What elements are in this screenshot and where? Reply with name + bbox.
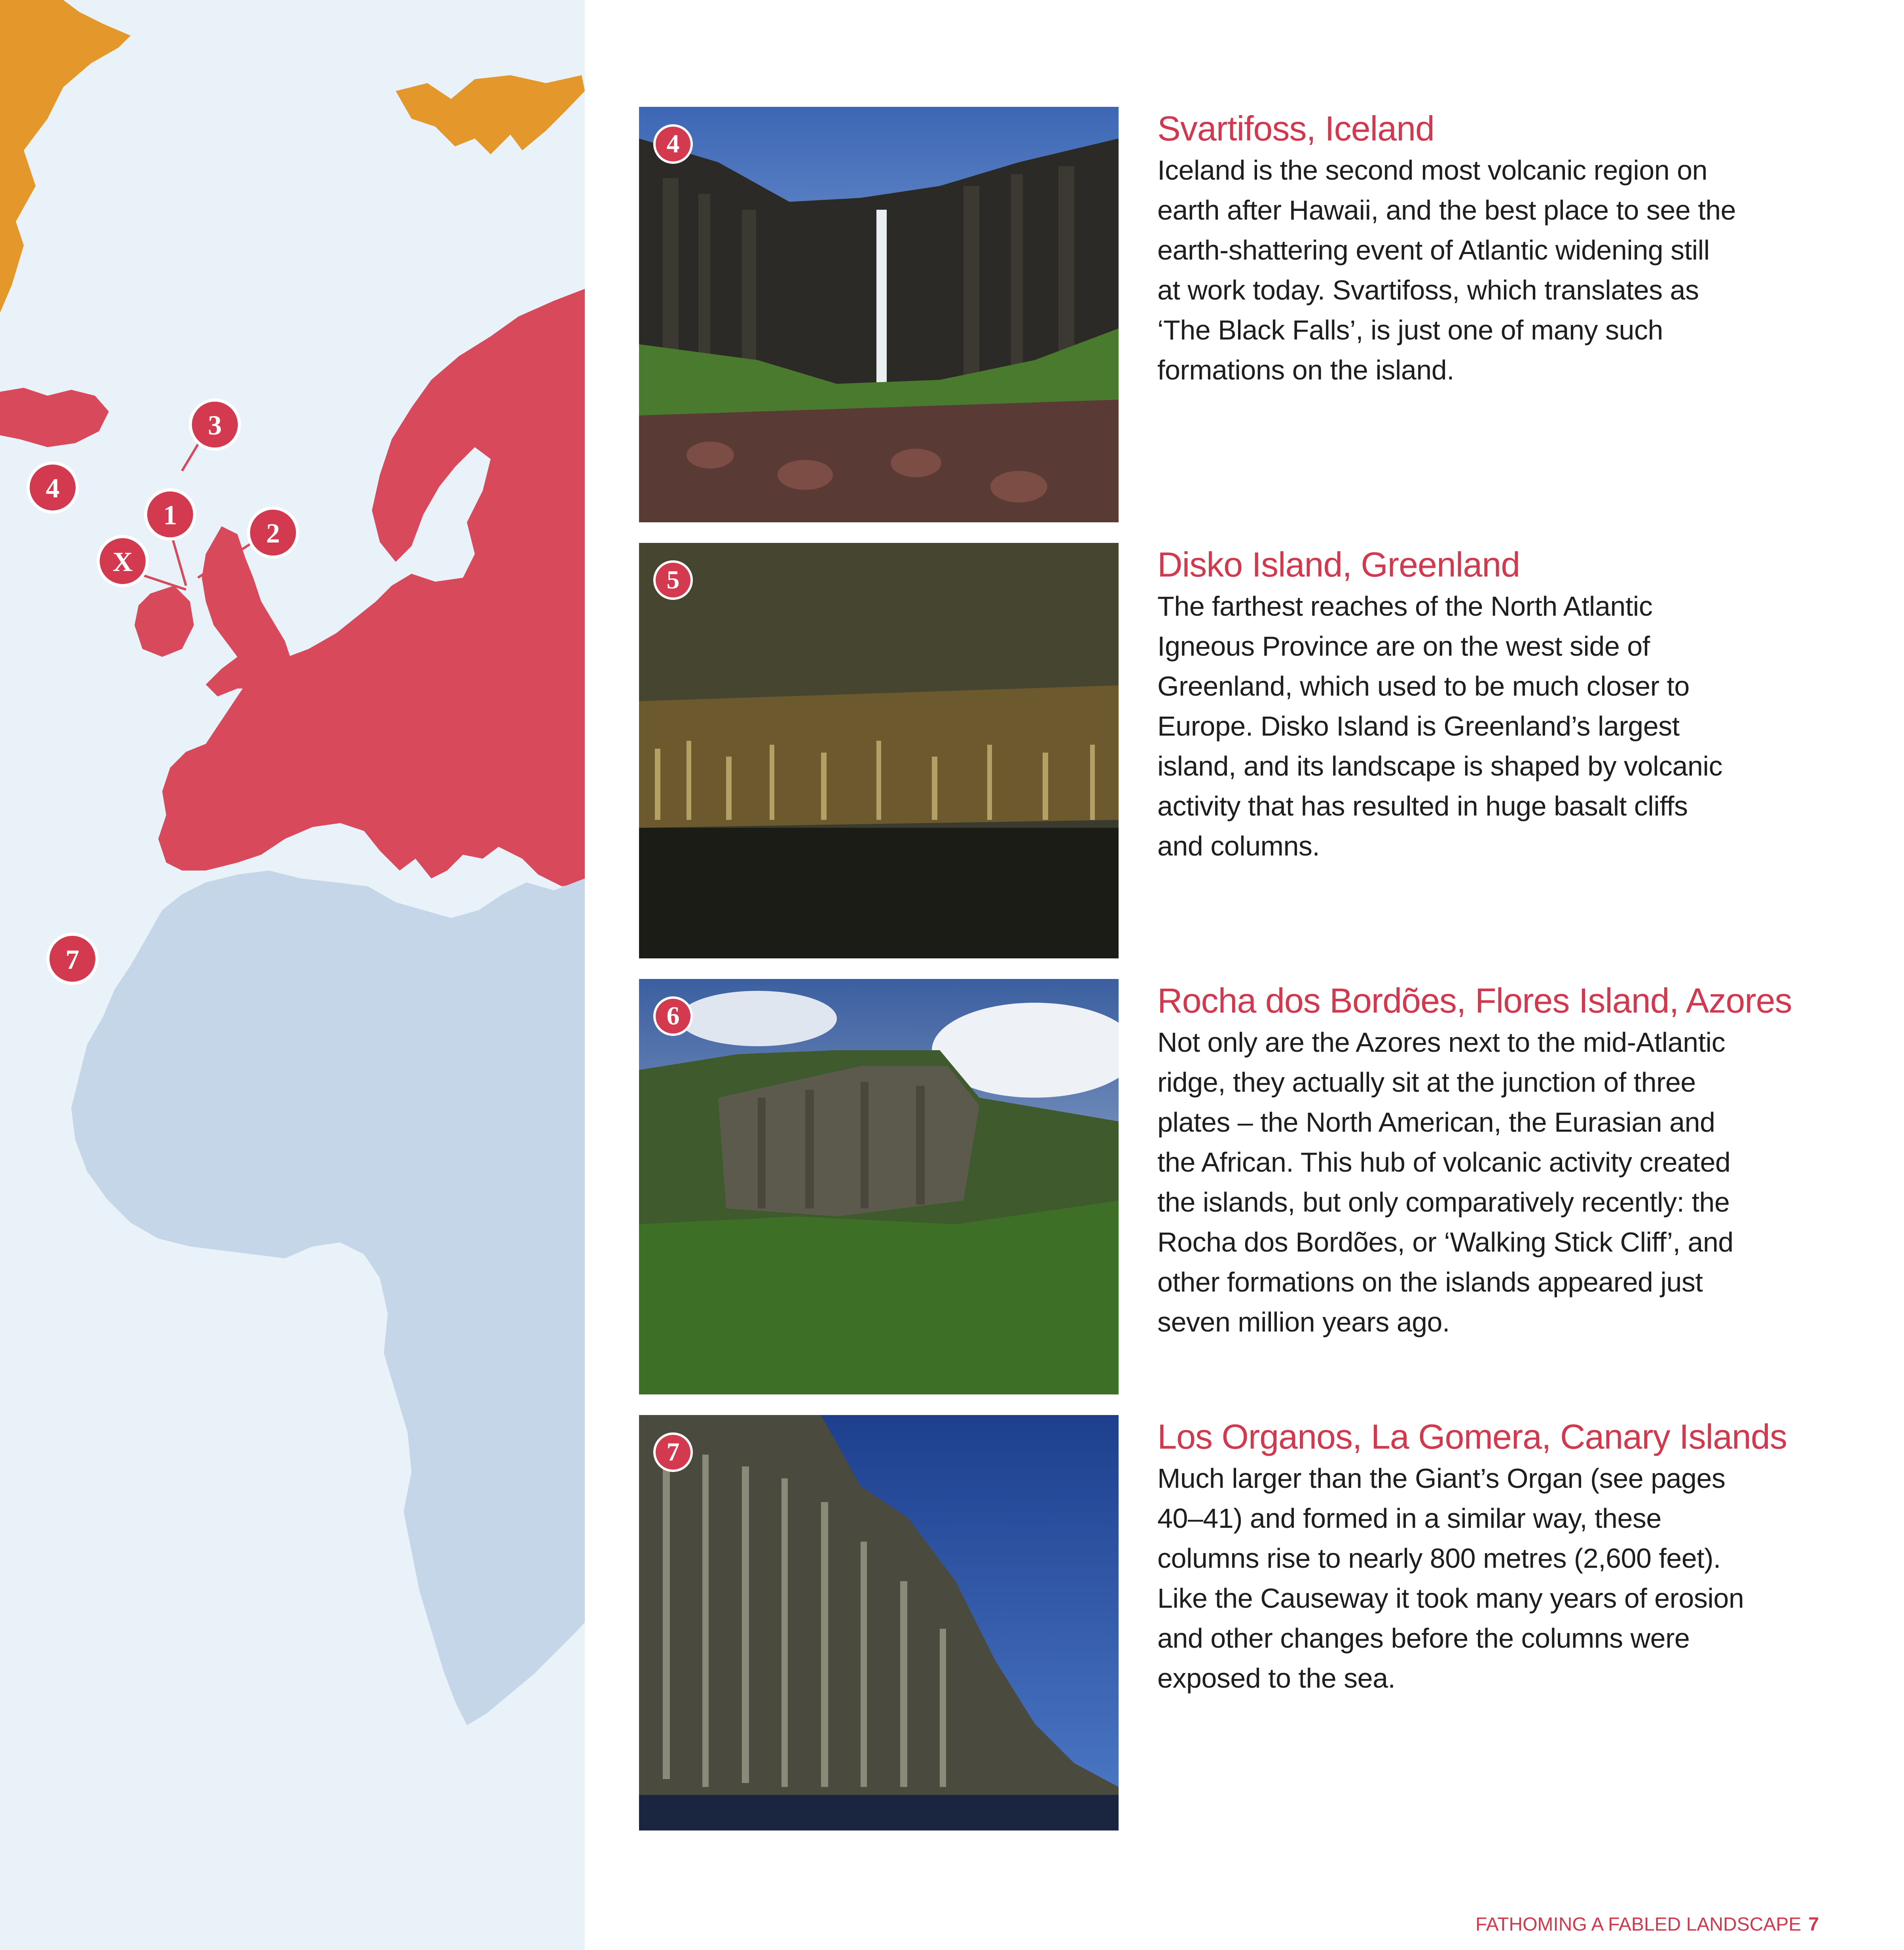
page-footer [1475,1914,1819,1935]
entry-text [1157,1415,1830,1698]
entry-text [1157,543,1830,866]
svg-text:7: 7 [65,945,80,975]
svalbard-landmass [396,75,585,154]
entry-title: Svartifoss, Iceland [1157,109,1434,148]
entry-los-organos [639,1415,1830,1830]
photo-number-badge: 4 [653,124,693,164]
photo-number-badge: 6 [653,996,693,1036]
entry-svartifoss [639,107,1830,522]
entry-text [1157,979,1830,1342]
map-marker-4[interactable] [28,463,77,512]
entry-title: Rocha dos Bordões, Flores Island, Azores [1157,981,1792,1020]
entry-disko-island [639,543,1830,958]
map-marker-2[interactable] [248,508,298,557]
photo-disko-island [639,543,1119,958]
map-graphic [0,0,585,1950]
entry-rocha-dos-bordoes [639,979,1830,1394]
photo-rocha-dos-bordoes [639,979,1119,1394]
entry-body: Iceland is the second most volcanic region on earth after Hawaii, and the best place to see the earth-shattering event of Atlantic widening still at work today. Svartifoss, which translates as ‘The Black Falls’, is just one of many such formations on the island. [1157,155,1736,385]
ireland-landmass [135,586,194,657]
iceland-landmass [0,388,109,447]
africa-landmass [71,871,585,1725]
photo-number-badge: 5 [653,560,693,600]
entry-title: Disko Island, Greenland [1157,545,1520,584]
svg-text:3: 3 [208,410,222,441]
map-marker-x[interactable] [98,537,147,586]
photo-svartifoss [639,107,1119,522]
footer-page-number: 7 [1808,1914,1819,1935]
entry-title: Los Organos, La Gomera, Canary Islands [1157,1417,1787,1456]
entry-body: Not only are the Azores next to the mid-Atlantic ridge, they actually sit at the junction of three plates – the North American, the Eurasian and the African. This hub of volcanic activity created the islands, but only comparatively recently: the Rocha dos Bordões, or ‘Walking Stick Cliff’, and other formations on the islands appeared just seven million years ago. [1157,1027,1733,1337]
map-marker-7[interactable] [48,934,97,983]
svg-text:1: 1 [163,500,177,531]
entry-body: The farthest reaches of the North Atlantic Igneous Province are on the west side of Greenland, which used to be much closer to Europe. Disko Island is Greenland’s largest island, and its landscape is shaped by volcanic activity that has resulted in huge basalt cliffs and columns. [1157,591,1722,861]
svg-text:X: X [112,547,133,577]
svg-text:2: 2 [266,518,280,549]
europe-africa-map [0,0,585,1950]
entry-body: Much larger than the Giant’s Organ (see pages 40–41) and formed in a similar way, these columns rise to nearly 800 metres (2,600 feet). Like the Causeway it took many years of erosion and other changes before the columns were exposed to the sea. [1157,1463,1744,1694]
svg-text:4: 4 [46,473,60,504]
photo-number-badge: 7 [653,1432,693,1472]
entry-text [1157,107,1830,390]
map-marker-1[interactable] [146,490,195,539]
photo-los-organos [639,1415,1119,1830]
map-marker-3[interactable] [190,400,239,449]
footer-section-title: FATHOMING A FABLED LANDSCAPE [1475,1914,1802,1935]
greenland-landmass [0,0,131,313]
